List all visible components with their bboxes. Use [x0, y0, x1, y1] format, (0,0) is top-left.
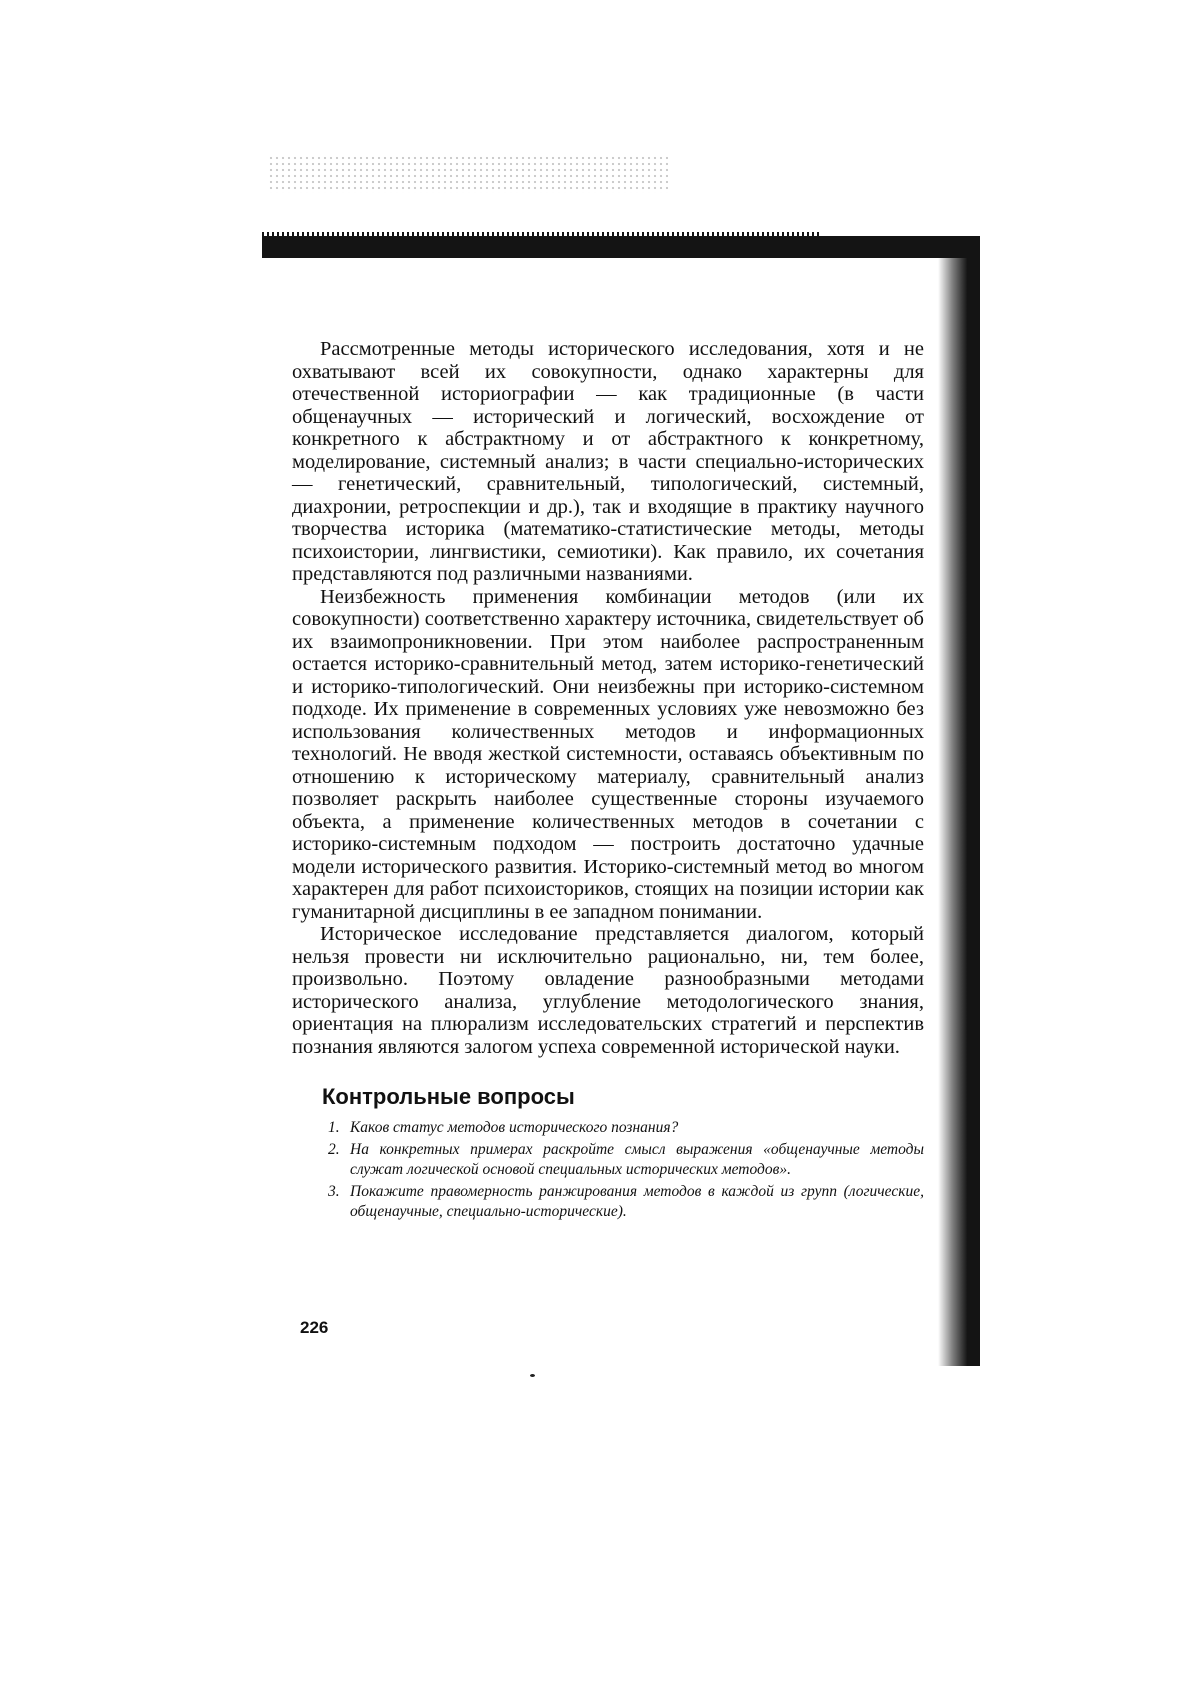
question-item: [292, 1140, 924, 1180]
question-number: 2.: [328, 1141, 340, 1158]
page-number: 226: [300, 1318, 329, 1337]
paragraph-3: Историческое исследование представляется диалогом, который нельзя провести ни исключительно рационально, ни, тем более, произвольно. Поэтому овладение разнообразными методами исторического анализа, углубление методологического знания, ориентация на плюрализм исследовательских стратегий и перспектив познания являются залогом успеха современной исторической науки.: [292, 923, 924, 1058]
scan-noise: [268, 155, 668, 193]
question-text: Покажите правомерность ранжирования методов в каждой из групп (логические, общенаучные, специально-исторические).: [350, 1183, 924, 1220]
question-number: 1.: [328, 1119, 340, 1136]
questions-heading: Контрольные вопросы: [322, 1084, 575, 1109]
question-item: [292, 1182, 924, 1222]
paragraph-1: Рассмотренные методы исторического исследования, хотя и не охватывают всей их совокупности, однако характерны для отечественной историографии — как традиционные (в части общенаучных — исторический и логический, восхождение от конкретного к абстрактному и от абстрактного к конкретному, моделирование, системный анализ; в части специально-исторических — генетический, сравнительный, типологический, системный, диахронии, ретроспекции и др.), так и входящие в практику научного творчества историка (математико-статистические методы, методы психоистории, лингвистики, семиотики). Как правило, их сочетания представляются под различными названиями.: [292, 338, 924, 585]
scan-speck: [530, 1374, 535, 1377]
question-item: [292, 1118, 924, 1138]
question-text: На конкретных примерах раскройте смысл выражения «общенаучные методы служат логической основой специальных исторических методов».: [350, 1141, 924, 1178]
header-rule: [262, 236, 980, 258]
paragraph-2: Неизбежность применения комбинации методов (или их совокупности) соответственно характеру источника, свидетельствует об их взаимопроникновении. При этом наиболее распространенным остается историко-сравнительный метод, затем историко-генетический и историко-типологический. Они неизбежны при историко-системном подходе. Их применение в современных условиях уже невозможно без использования количественных методов и информационных технологий. Не вводя жесткой системности, оставаясь объективным по отношению к историческому материалу, сравнительный анализ позволяет раскрыть наиболее существенные стороны изучаемого объекта, а применение количественных методов в сочетании с историко-системным подходом — построить достаточно удачные модели исторического развития. Историко-системный метод во многом характерен для работ психоисториков, стоящих на позиции истории как гуманитарной дисциплины в ее западном понимании.: [292, 585, 924, 923]
question-text: Каков статус методов исторического познания?: [350, 1119, 679, 1136]
question-number: 3.: [328, 1183, 340, 1200]
page-edge-shadow: [938, 236, 980, 1366]
text-column: [292, 338, 924, 1224]
questions-list: [292, 1118, 924, 1222]
